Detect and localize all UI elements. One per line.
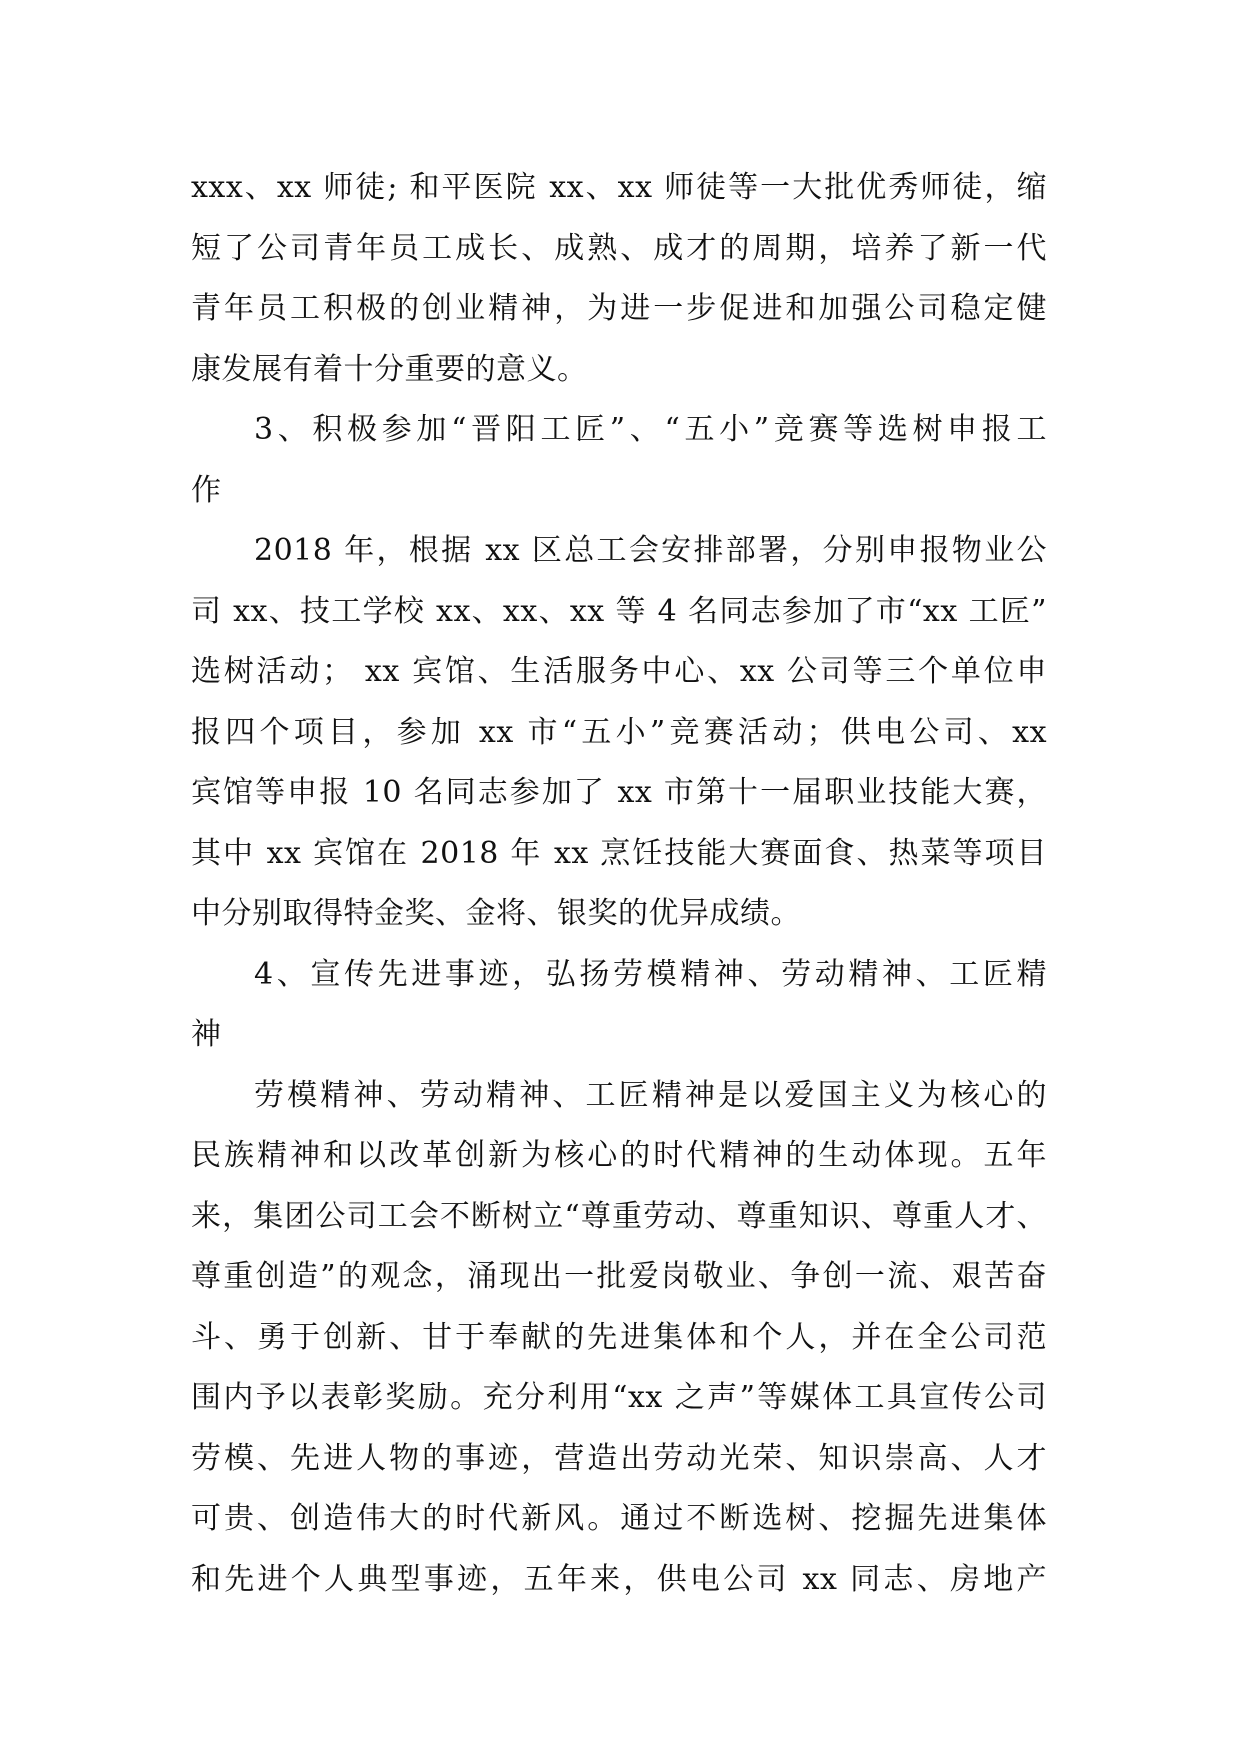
text-line: 选树活动； xx 宾馆、生活服务中心、xx 公司等三个单位申 — [191, 654, 1047, 689]
section-heading-4: 4、宣传先进事迹，弘扬劳模精神、劳动精神、工匠精 — [254, 956, 1047, 992]
text-line: 和先进个人典型事迹，五年来，供电公司 xx 同志、房地产 — [191, 1561, 1047, 1597]
text-line: xxx、xx 师徒; 和平医院 xx、xx 师徒等一大批优秀师徒，缩 — [191, 170, 1047, 205]
text-line: 2018 年，根据 xx 区总工会安排部署，分别申报物业公 — [254, 533, 1047, 568]
text-line: 民族精神和以改革创新为核心的时代精神的生动体现。五年 — [191, 1138, 1047, 1173]
section-heading-3: 3、积极参加“晋阳工匠”、“五小”竞赛等选树申报工 — [254, 412, 1047, 447]
text-line: 可贵、创造伟大的时代新风。通过不断选树、挖掘先进集体 — [191, 1501, 1047, 1536]
text-line: 青年员工积极的创业精神，为进一步促进和加强公司稳定健 — [191, 291, 1047, 326]
section-heading-3-cont: 作 — [191, 472, 222, 508]
section-heading-4-cont: 神 — [191, 1017, 222, 1052]
text-line: 斗、勇于创新、甘于奉献的先进集体和个人，并在全公司范 — [191, 1319, 1047, 1355]
text-line: 围内予以表彰奖励。充分利用“xx 之声”等媒体工具宣传公司 — [191, 1380, 1047, 1415]
text-line: 短了公司青年员工成长、成熟、成才的周期，培养了新一代 — [191, 230, 1047, 266]
text-line: 尊重创造”的观念，涌现出一批爱岗敬业、争创一流、艰苦奋 — [191, 1259, 1047, 1294]
text-line: 劳模精神、劳动精神、工匠精神是以爱国主义为核心的 — [254, 1077, 1047, 1113]
text-line: 中分别取得特金奖、金将、银奖的优异成绩。 — [191, 896, 801, 931]
text-line: 宾馆等申报 10 名同志参加了 xx 市第十一届职业技能大赛， — [191, 775, 1047, 810]
text-line: 来，集团公司工会不断树立“尊重劳动、尊重知识、尊重人才、 — [191, 1198, 1047, 1234]
text-line: 司 xx、技工学校 xx、xx、xx 等 4 名同志参加了市“xx 工匠” — [191, 593, 1047, 629]
text-line: 其中 xx 宾馆在 2018 年 xx 烹饪技能大赛面食、热菜等项目 — [191, 835, 1047, 871]
text-line: 报四个项目，参加 xx 市“五小”竞赛活动；供电公司、xx — [191, 714, 1047, 750]
body-text — [191, 158, 1047, 1610]
text-line: 康发展有着十分重要的意义。 — [191, 351, 588, 387]
text-line: 劳模、先进人物的事迹，营造出劳动光荣、知识崇高、人才 — [191, 1440, 1047, 1476]
